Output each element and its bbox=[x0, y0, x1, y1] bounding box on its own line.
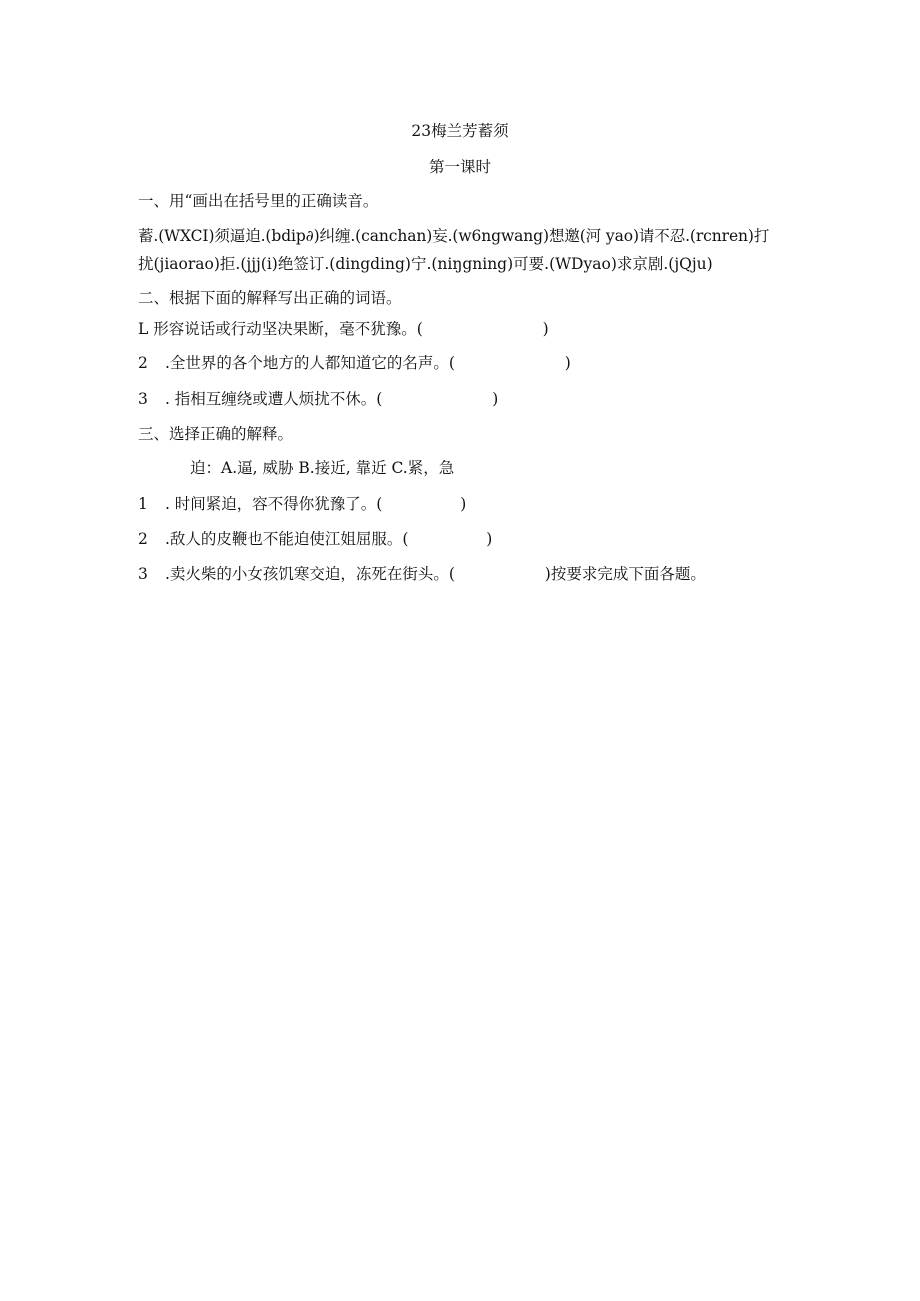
question-item bbox=[138, 494, 466, 514]
page-title: 23梅兰芳蓄须 bbox=[411, 122, 509, 140]
question-close: ) bbox=[492, 390, 499, 408]
question-item bbox=[138, 529, 492, 549]
choice-options: 迫：A.逼, 威胁 B.接近, 靠近 C.紧，急 bbox=[190, 459, 455, 477]
pinyin-line-2: 扰(jiaorao)拒.(jjj(i)绝签订.(dingding)宁.(niŋgning)可要.(WDyao)求京剧.(jQju) bbox=[138, 255, 713, 273]
question-close: )按要求完成下面各题。 bbox=[544, 565, 706, 583]
question-number: 3 bbox=[138, 390, 148, 408]
question-text: . 时间紧迫，容不得你犹豫了。( bbox=[164, 495, 383, 513]
pinyin-line-1: 蓄.(WXCI)须逼迫.(bdip∂)纠缠.(canchan)妄.(w6ngwang)想邀(河 yao)请不忍.(rcnren)打 bbox=[138, 227, 770, 245]
question-close: ) bbox=[486, 530, 493, 548]
question-number: 2 bbox=[138, 354, 148, 372]
question-close: ) bbox=[542, 320, 549, 338]
question-text: . 指相互缠绕或遭人烦扰不休。( bbox=[164, 390, 383, 408]
question-number: 3 bbox=[138, 565, 148, 583]
question-item bbox=[138, 564, 706, 584]
question-text: .全世界的各个地方的人都知道它的名声。( bbox=[164, 354, 455, 372]
section1-heading: 一、用“画出在括号里的正确读音。 bbox=[138, 192, 379, 210]
section2-heading: 二、根据下面的解释写出正确的词语。 bbox=[138, 289, 402, 307]
question-item bbox=[138, 389, 498, 409]
question-close: ) bbox=[564, 354, 571, 372]
page-subtitle: 第一课时 bbox=[428, 158, 491, 176]
question-close: ) bbox=[460, 495, 467, 513]
question-number: L bbox=[138, 320, 149, 338]
question-item bbox=[138, 319, 549, 339]
question-text: .敌人的皮鞭也不能迫使江姐屈服。( bbox=[164, 530, 409, 548]
question-number: 1 bbox=[138, 495, 148, 513]
question-text: .卖火柴的小女孩饥寒交迫，冻死在街头。( bbox=[164, 565, 455, 583]
question-item bbox=[138, 353, 571, 373]
question-text: 形容说话或行动坚决果断，毫不犹豫。( bbox=[153, 320, 423, 338]
question-number: 2 bbox=[138, 530, 148, 548]
section3-heading: 三、选择正确的解释。 bbox=[138, 425, 294, 443]
